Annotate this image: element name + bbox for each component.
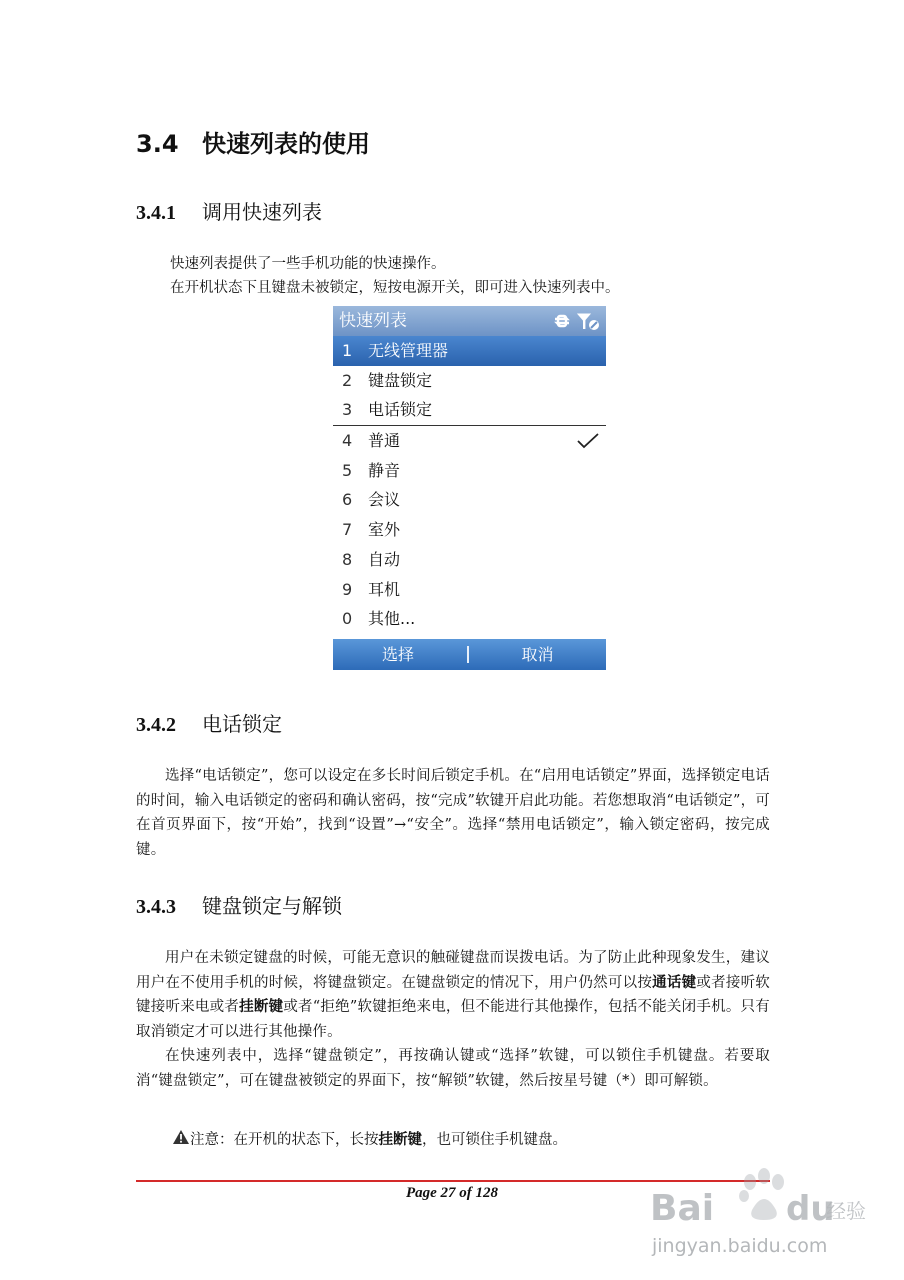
subsection-title: 电话锁定 bbox=[202, 712, 282, 736]
list-item[interactable]: 4 普通 bbox=[333, 425, 606, 456]
list-item[interactable]: 7 室外 bbox=[342, 520, 401, 540]
section-heading bbox=[136, 124, 370, 159]
svg-text:经验: 经验 bbox=[826, 1199, 866, 1223]
warning-icon bbox=[172, 1129, 190, 1145]
phone-title-bar bbox=[333, 306, 606, 336]
svg-text:jingyan.baidu.com: jingyan.baidu.com bbox=[652, 1235, 828, 1257]
call-key-term: 通话键 bbox=[652, 973, 697, 991]
subsection-heading-2 bbox=[136, 708, 282, 737]
svg-text:du: du bbox=[786, 1189, 835, 1229]
phone-lock-paragraph bbox=[136, 764, 770, 862]
list-item[interactable]: 0 其他... bbox=[342, 609, 416, 629]
subsection-heading-1 bbox=[136, 196, 322, 225]
section-number: 3.4 bbox=[136, 130, 179, 158]
baidu-jingyan-watermark bbox=[648, 1152, 868, 1264]
svg-text:Bai: Bai bbox=[650, 1188, 715, 1229]
list-item[interactable]: 1 无线管理器 bbox=[333, 336, 606, 366]
subsection-number: 3.4.1 bbox=[136, 202, 176, 224]
end-key-term: 挂断键 bbox=[378, 1131, 422, 1148]
note: 注意：在开机的状态下，长按挂断键，也可锁住手机键盘。 bbox=[172, 1128, 567, 1152]
list-item[interactable]: 5 静音 bbox=[342, 460, 401, 480]
cancel-softkey[interactable]: 取消 bbox=[521, 645, 554, 664]
intro-line-2: 在开机状态下且键盘未被锁定，短按电源开关，即可进入快速列表中。 bbox=[170, 280, 620, 296]
subsection-number: 3.4.2 bbox=[136, 714, 176, 736]
select-softkey[interactable]: 选择 bbox=[381, 645, 414, 664]
intro-line-1: 快速列表提供了一些手机功能的快速操作。 bbox=[170, 256, 446, 272]
page-number: Page 27 of 128 bbox=[405, 1185, 499, 1201]
paragraph: 在快速列表中，选择“键盘锁定”，再按确认键或“选择”软键，可以锁住手机键盘。若要取消“键盘锁定”，可在键盘被锁定的界面下，按“解锁”软键，然后按星号键（*）即可解锁。 bbox=[136, 1048, 770, 1089]
list-item[interactable]: 6 会议 bbox=[342, 490, 401, 510]
list-item[interactable]: 9 耳机 bbox=[342, 579, 401, 599]
sync-icon bbox=[555, 316, 569, 326]
list-item[interactable]: 8 自动 bbox=[342, 549, 401, 569]
keypad-lock-paragraphs bbox=[136, 946, 770, 1093]
quick-list bbox=[333, 336, 606, 634]
status-icons bbox=[550, 311, 602, 331]
checkmark-icon bbox=[576, 432, 600, 450]
phone-title: 快速列表 bbox=[339, 311, 407, 331]
end-key-term: 挂断键 bbox=[239, 998, 284, 1015]
subsection-title: 调用快速列表 bbox=[202, 200, 322, 224]
list-item[interactable]: 2 键盘锁定 bbox=[342, 370, 433, 390]
subsection-heading-3 bbox=[136, 890, 342, 919]
quick-list-screenshot bbox=[333, 306, 606, 670]
paragraph: 用户在未锁定键盘的时候，可能无意识的触碰键盘而误拨电话。为了防止此种现象发生，建议用户在不使用手机的时候，将键盘锁定。在键盘锁定的情况下，用户仍然可以按通话键或者接听软键接听来电或者挂断键或者“拒绝”软键拒绝来电，但不能进行其他操作，包括不能关闭手机。只有取消锁定才可以进行其他操作。 bbox=[136, 950, 771, 1040]
section-title: 快速列表的使用 bbox=[202, 130, 370, 158]
subsection-title: 键盘锁定与解锁 bbox=[202, 894, 342, 918]
intro-text bbox=[170, 252, 620, 300]
signal-off-icon bbox=[578, 314, 599, 330]
subsection-number: 3.4.3 bbox=[136, 896, 176, 918]
paragraph: 选择“电话锁定”，您可以设定在多长时间后锁定手机。在“启用电话锁定”界面，选择锁定电话的时间，输入电话锁定的密码和确认密码，按“完成”软键开启此功能。若您想取消“电话锁定”，可在首页界面下，按“开始”，找到“设置”→“安全”。选择“禁用电话锁定”，输入锁定密码，按完成键。 bbox=[136, 768, 770, 858]
list-item[interactable]: 3 电话锁定 bbox=[342, 400, 433, 420]
softkey-bar bbox=[333, 639, 606, 670]
